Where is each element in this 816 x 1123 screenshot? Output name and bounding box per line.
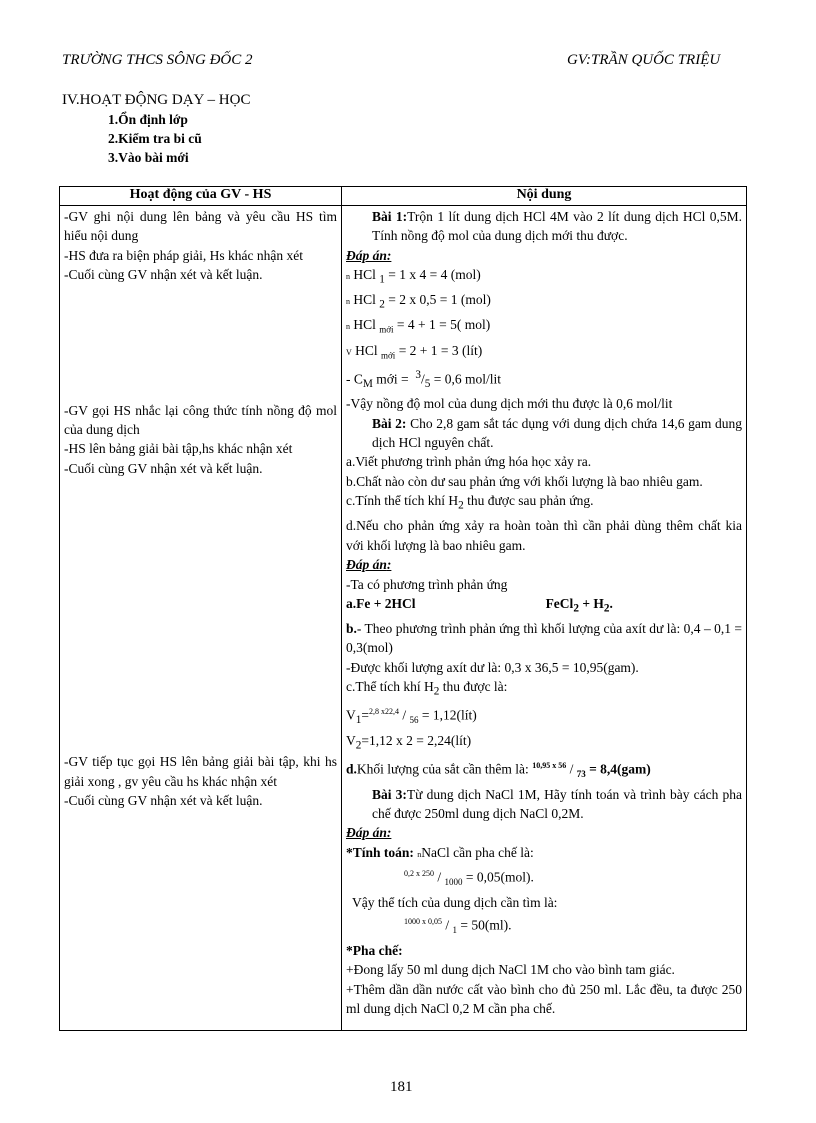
- activity-b2: -HS lên bảng giải bài tập,hs khác nhận xét: [64, 441, 293, 457]
- question-b: b.Chất nào còn dư sau phản ứng với khối lượng là bao nhiêu gam.: [346, 473, 703, 489]
- bai1: [346, 207, 742, 246]
- bai2: [346, 414, 742, 453]
- table-header-row: [60, 187, 747, 206]
- step-2: 2.Kiểm tra bi cũ: [108, 131, 202, 146]
- activity-a1: -GV ghi nội dung lên bảng và yêu cầu HS tìm hiểu nội dung: [64, 209, 337, 244]
- table-row: [60, 206, 747, 1031]
- prep-step-2: +Thêm dần dần nước cất vào bình cho đủ 250 ml. Lắc đều, ta được 250 ml dung dịch NaCl 0,2 M cần pha chế.: [346, 981, 742, 1017]
- page-number: 181: [390, 1079, 413, 1095]
- calc-volume-text: Vậy thể tích của dung dịch cần tìm là:: [352, 894, 558, 910]
- header-school: TRƯỜNG THCS SÔNG ĐỐC 2: [62, 52, 253, 68]
- question-d: d.Nếu cho phản ứng xảy ra hoàn toàn thì cần phải dùng thêm chất kia với khối lượng là bao nhiêu gam.: [346, 518, 742, 553]
- sol-line-7: d.Khối lượng của sắt cần thêm là: $^{10,95 x 56}$ / $_{73}$ = 8,4(gam): [346, 761, 651, 780]
- calc-line-2: n HCl $_2$ = 2 x 0,5 = 1 (mol): [346, 292, 491, 311]
- bai2-label: Bài 2:: [372, 415, 407, 431]
- calc-volume: $^{1000 x 0,05}$ / $_1$ = 50(ml).: [404, 917, 512, 936]
- sol-line-2: b.- Theo phương trình phản ứng thì khối lượng của axít dư là: 0,4 – 0,1 = 0,3(mol): [346, 621, 742, 656]
- sol-line-5: $V_1=^{2,8 x22,4} / _{56}$ = 1,12(lít): [346, 707, 477, 727]
- calc-line-4: V HCl $_{mới}$ = 2 + 1 = 3 (lít): [346, 342, 483, 361]
- bai3: [346, 785, 742, 824]
- activity-a2: -HS đưa ra biện pháp giải, Hs khác nhận xét: [64, 247, 303, 263]
- bai3-label: Bài 3:: [372, 786, 407, 802]
- sol-line-3: -Được khối lượng axít dư là: 0,3 x 36,5 = 10,95(gam).: [346, 659, 639, 675]
- bai2-text: Cho 2,8 gam sắt tác dụng với dung dịch chứa 14,6 gam dung dịch HCl nguyên chất.: [372, 415, 742, 450]
- step-3: 3.Vào bài mới: [108, 150, 189, 165]
- prep-step-1: +Đong lấy 50 ml dung dịch NaCl 1M cho vào bình tam giác.: [346, 962, 675, 978]
- equation: a.Fe + 2HCl FeCl$_2$ + $H_2$.: [346, 595, 613, 615]
- sol-line-1: -Ta có phương trình phản ứng: [346, 576, 508, 592]
- question-c: c.Tính thể tích khí $H_2$ thu được sau phản ứng.: [346, 493, 594, 512]
- calc-line-5: - $C_M$ mới = $^3/_5 = 0,6$ mol/lit: [346, 368, 502, 390]
- calc-line-3: n HCl $_{mới}$ = 4 + 1 = 5( mol): [346, 317, 491, 336]
- section-title: IV.HOẠT ĐỘNG DẠY – HỌC: [62, 92, 251, 108]
- header-teacher: GV:TRẦN QUỐC TRIỆU: [567, 52, 721, 68]
- header-activity: Hoạt động của GV - HS: [60, 187, 342, 206]
- question-a: a.Viết phương trình phản ứng hóa học xảy ra.: [346, 454, 592, 470]
- calc-line-1: n HCl $_1$ = 1 x 4 = 4 (mol): [346, 267, 481, 286]
- activity-c1: -GV tiếp tục gọi HS lên bảng giải bài tập, khi hs giải xong , gv yêu cầu hs khác nhận xét: [64, 754, 337, 789]
- content-cell: [342, 206, 747, 1031]
- sol-line-6: $V_2=1,12$ x 2 = 2,24(lít): [346, 732, 472, 752]
- sol-line-4: c.Thể tích khí $H_2$ thu được là:: [346, 679, 508, 698]
- calc-line-6: -Vậy nồng độ mol của dung dịch mới thu được là 0,6 mol/lit: [346, 396, 673, 412]
- lesson-table: [59, 186, 747, 1031]
- header-content: Nội dung: [342, 187, 747, 206]
- step-1: 1.Ổn định lớp: [108, 112, 188, 127]
- bai3-text: Từ dung dịch NaCl 1M, Hãy tính toán và trình bày cách pha chế được 250ml dung dịch NaCl 0,2M.: [372, 786, 742, 822]
- activity-b3: -Cuối cùng GV nhận xét và kết luận.: [64, 460, 263, 476]
- section-heading: [62, 91, 250, 167]
- bai1-text: Trộn 1 lít dung dịch HCl 4M vào 2 lít dung dịch HCl 0,5M. Tính nồng độ mol của dung dịch mới thu được.: [372, 209, 742, 244]
- answer-label-3: Đáp án:: [346, 825, 392, 841]
- activity-a3: -Cuối cùng GV nhận xét và kết luận.: [64, 267, 263, 283]
- calc-heading: *Tính toán: nNaCl cần pha chế là:: [346, 844, 534, 860]
- answer-label-1: Đáp án:: [346, 247, 392, 263]
- activity-b1: -GV gọi HS nhắc lại công thức tính nồng độ mol của dung dịch: [64, 402, 337, 438]
- activity-c2: -Cuối cùng GV nhận xét và kết luận.: [64, 793, 263, 809]
- activity-cell: [60, 206, 342, 1031]
- bai1-label: Bài 1:: [372, 209, 408, 224]
- answer-label-2: Đáp án:: [346, 557, 392, 573]
- calc-moles: $^{0,2 x 250}$ / $_{1000}$ = 0,05(mol).: [404, 869, 534, 888]
- prep-heading: *Pha chế:: [346, 942, 403, 958]
